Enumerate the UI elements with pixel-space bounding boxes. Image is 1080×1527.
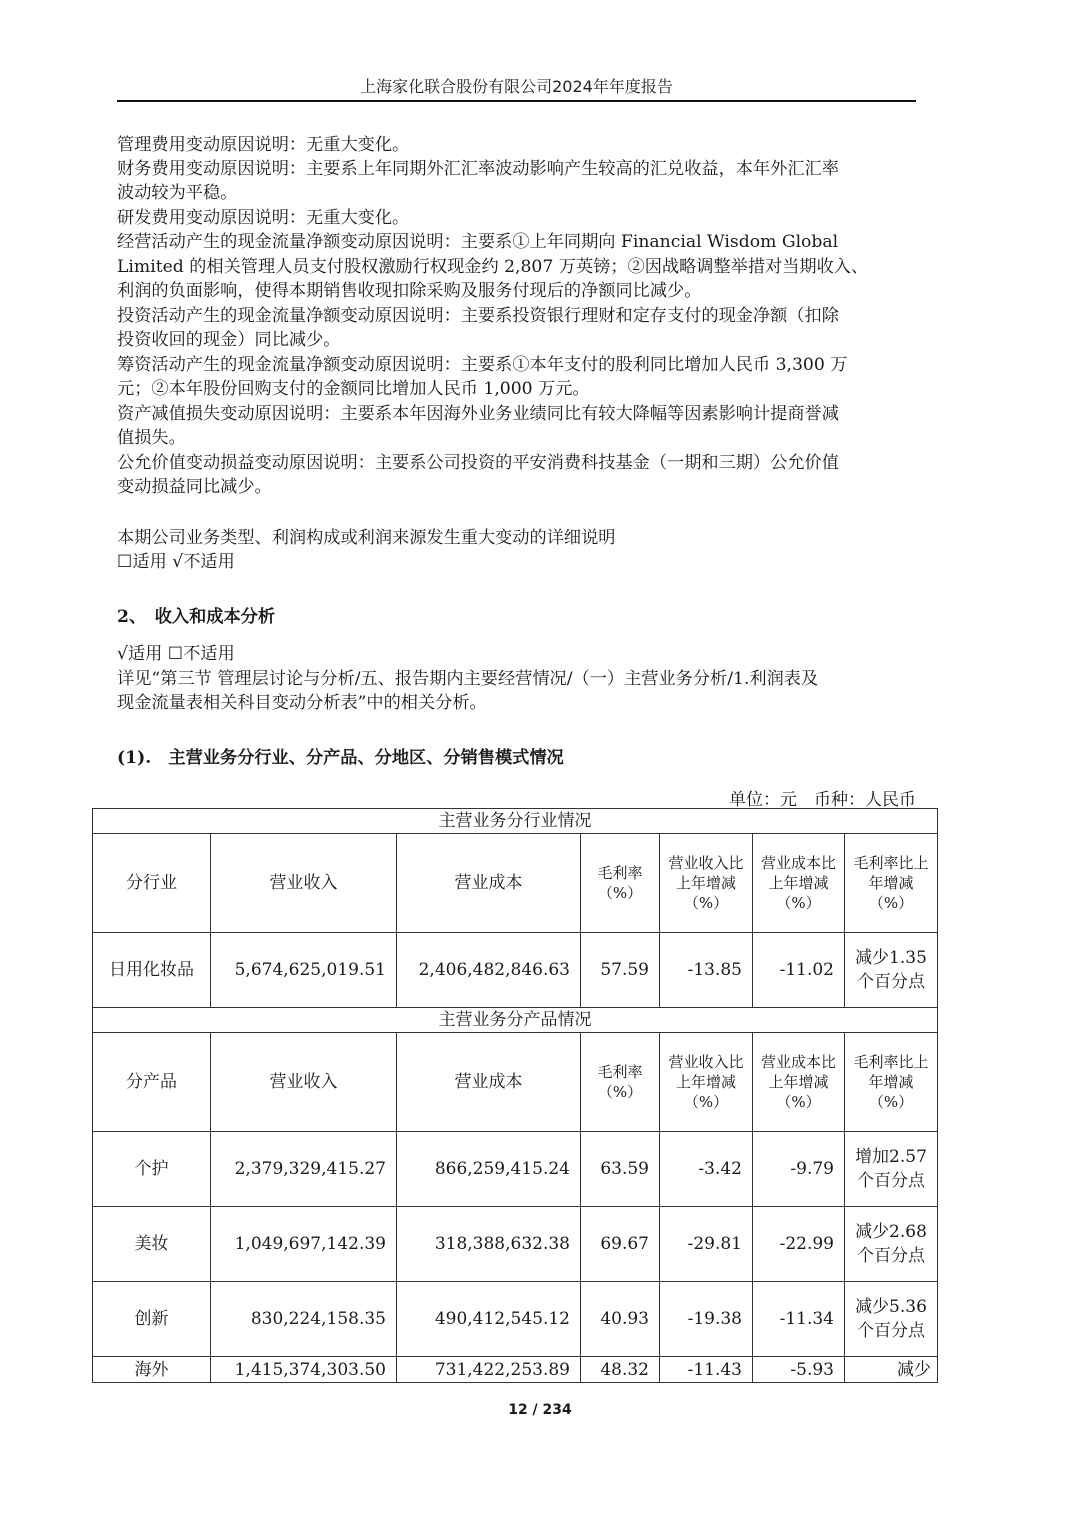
header-cell: 毛利率比上年增减（%） — [845, 1033, 938, 1132]
industry-header-row — [93, 834, 938, 933]
product-header-row — [93, 1033, 938, 1132]
header-divider — [117, 100, 916, 102]
product-section-row — [93, 1008, 938, 1033]
subsection-heading: (1). 主营业务分行业、分产品、分地区、分销售模式情况 — [117, 748, 564, 768]
section-detail-line: 详见“第三节 管理层讨论与分析/五、报告期内主要经营情况/（一）主营业务分析/1.利润表及 — [117, 669, 819, 689]
header-cell: 营业收入比上年增减（%） — [660, 1033, 753, 1132]
table-row — [93, 1207, 938, 1282]
paragraph-line: 财务费用变动原因说明：主要系上年同期外汇汇率波动影响产生较高的汇兑收益，本年外汇汇率 — [117, 159, 839, 179]
header-cell: 毛利率（%） — [581, 1033, 660, 1132]
revenue-change-cell: -19.38 — [660, 1282, 753, 1357]
revenue-change-cell: -3.42 — [660, 1132, 753, 1207]
paragraph-line: 资产减值损失变动原因说明：主要系本年因海外业务业绩同比有较大降幅等因素影响计提商誉减 — [117, 404, 839, 424]
paragraph-line: 利润的负面影响，使得本期销售收现扣除采购及服务付现后的净额同比减少。 — [117, 281, 702, 301]
unit-line: 单位：元 币种：人民币 — [729, 790, 916, 810]
paragraph-line: 投资收回的现金）同比减少。 — [117, 330, 341, 350]
header-cell: 营业成本比上年增减（%） — [753, 1033, 845, 1132]
cost-change-cell: -5.93 — [753, 1357, 845, 1383]
table-row — [93, 1132, 938, 1207]
product-section-title: 主营业务分产品情况 — [93, 1008, 938, 1033]
cost-change-cell: -11.02 — [753, 933, 845, 1008]
paragraph-line: 筹资活动产生的现金流量净额变动原因说明：主要系①本年支付的股利同比增加人民币 3,300 万 — [117, 355, 848, 375]
segment-name: 海外 — [93, 1357, 211, 1383]
cost-change-cell: -11.34 — [753, 1282, 845, 1357]
cost-cell: 866,259,415.24 — [397, 1132, 581, 1207]
margin-cell: 57.59 — [581, 933, 660, 1008]
page-header: 上海家化联合股份有限公司2024年年度报告 — [360, 77, 673, 96]
header-cell: 营业收入 — [211, 1033, 397, 1132]
section-options: √适用 ☐不适用 — [117, 644, 235, 664]
business-change-text: 本期公司业务类型、利润构成或利润来源发生重大变动的详细说明 — [117, 528, 616, 548]
table-row — [93, 1357, 938, 1383]
revenue-cell: 830,224,158.35 — [211, 1282, 397, 1357]
header-cell: 毛利率（%） — [581, 834, 660, 933]
header-cell: 营业收入比上年增减（%） — [660, 834, 753, 933]
revenue-cell: 1,415,374,303.50 — [211, 1357, 397, 1383]
header-cell: 营业收入 — [211, 834, 397, 933]
paragraph-line: 元；②本年股份回购支付的金额同比增加人民币 1,000 万元。 — [117, 379, 590, 399]
cost-change-cell: -9.79 — [753, 1132, 845, 1207]
table-row — [93, 933, 938, 1008]
cost-cell: 318,388,632.38 — [397, 1207, 581, 1282]
business-change-options: ☐适用 √不适用 — [117, 552, 235, 572]
table-row — [93, 1282, 938, 1357]
margin-cell: 48.32 — [581, 1357, 660, 1383]
section-detail-line: 现金流量表相关科目变动分析表”中的相关分析。 — [117, 693, 487, 713]
paragraph-line: 变动损益同比减少。 — [117, 477, 272, 497]
paragraph-line: 值损失。 — [117, 428, 186, 448]
paragraph-line: 公允价值变动损益变动原因说明：主要系公司投资的平安消费科技基金（一期和三期）公允价值 — [117, 453, 839, 473]
paragraph-line: 波动较为平稳。 — [117, 183, 238, 203]
margin-change-cell: 减少 — [845, 1357, 938, 1383]
page-number: 12 / 234 — [508, 1402, 572, 1418]
header-cell: 营业成本比上年增减（%） — [753, 834, 845, 933]
revenue-change-cell: -11.43 — [660, 1357, 753, 1383]
margin-cell: 40.93 — [581, 1282, 660, 1357]
segment-name: 美妆 — [93, 1207, 211, 1282]
cost-cell: 490,412,545.12 — [397, 1282, 581, 1357]
paragraph-line: 经营活动产生的现金流量净额变动原因说明：主要系①上年同期向 Financial Wisdom Global — [117, 232, 839, 252]
header-cell: 分行业 — [93, 834, 211, 933]
margin-change-cell: 减少5.36个百分点 — [845, 1282, 938, 1357]
industry-section-row — [93, 809, 938, 834]
revenue-cell: 2,379,329,415.27 — [211, 1132, 397, 1207]
cost-cell: 731,422,253.89 — [397, 1357, 581, 1383]
margin-cell: 69.67 — [581, 1207, 660, 1282]
paragraph-line: 投资活动产生的现金流量净额变动原因说明：主要系投资银行理财和定存支付的现金净额（扣除 — [117, 306, 839, 326]
paragraph-line: Limited 的相关管理人员支付股权激励行权现金约 2,807 万英镑；②因战略调整举措对当期收入、 — [117, 257, 869, 277]
revenue-change-cell: -13.85 — [660, 933, 753, 1008]
margin-change-cell: 减少2.68个百分点 — [845, 1207, 938, 1282]
segment-name: 创新 — [93, 1282, 211, 1357]
header-cell: 营业成本 — [397, 834, 581, 933]
paragraph-line: 研发费用变动原因说明：无重大变化。 — [117, 208, 410, 228]
segment-name: 日用化妆品 — [93, 933, 211, 1008]
cost-cell: 2,406,482,846.63 — [397, 933, 581, 1008]
section-heading: 2、 收入和成本分析 — [117, 607, 276, 627]
revenue-change-cell: -29.81 — [660, 1207, 753, 1282]
header-cell: 营业成本 — [397, 1033, 581, 1132]
header-cell: 分产品 — [93, 1033, 211, 1132]
margin-change-cell: 增加2.57个百分点 — [845, 1132, 938, 1207]
segment-name: 个护 — [93, 1132, 211, 1207]
segment-table — [92, 808, 938, 1383]
revenue-cell: 5,674,625,019.51 — [211, 933, 397, 1008]
cost-change-cell: -22.99 — [753, 1207, 845, 1282]
margin-cell: 63.59 — [581, 1132, 660, 1207]
paragraph-line: 管理费用变动原因说明：无重大变化。 — [117, 135, 410, 155]
margin-change-cell: 减少1.35个百分点 — [845, 933, 938, 1008]
header-cell: 毛利率比上年增减（%） — [845, 834, 938, 933]
industry-section-title: 主营业务分行业情况 — [93, 809, 938, 834]
revenue-cell: 1,049,697,142.39 — [211, 1207, 397, 1282]
